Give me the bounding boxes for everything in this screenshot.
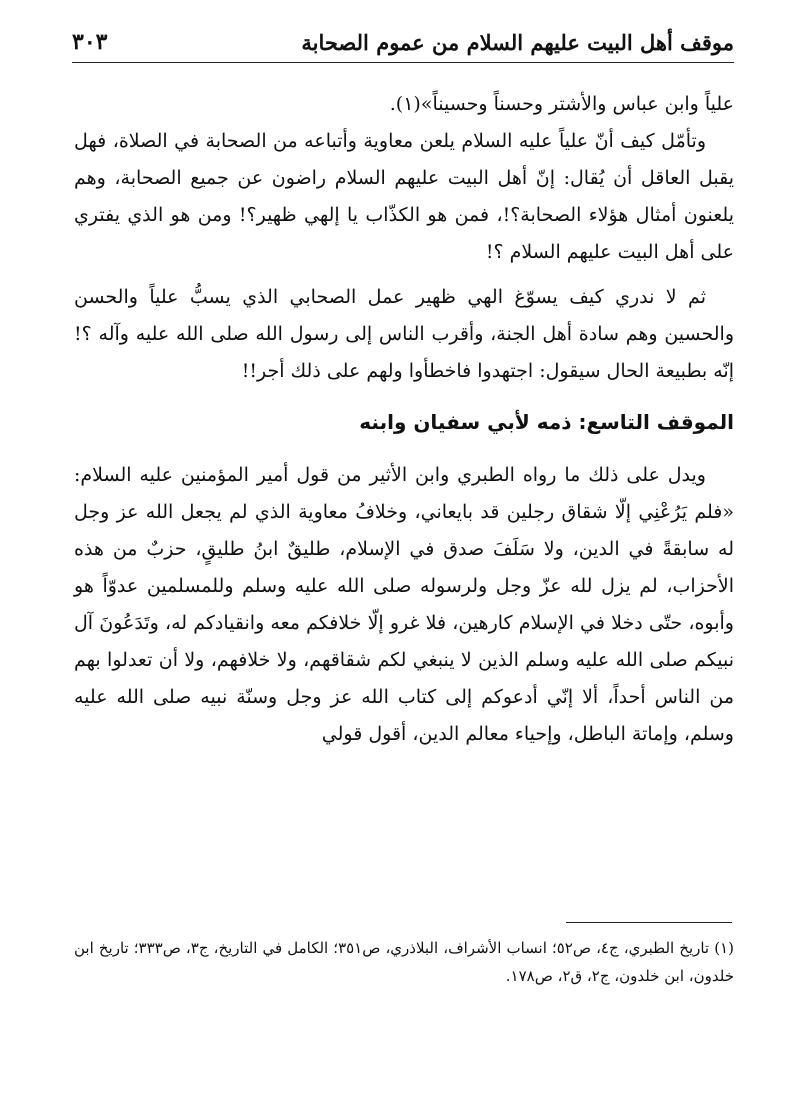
section-heading: الموقف التاسع: ذمه لأبي سفيان وابنه (359, 410, 734, 434)
running-title: موقف أهل البيت عليهم السلام من عموم الصحابة (301, 29, 734, 55)
page-number: ٣٠٣ (72, 29, 108, 55)
running-header (72, 22, 734, 63)
paragraph-question: ثم لا ندري كيف يسوّغ الهي ظهير عمل الصحابي الذي يسبُّ علياً والحسن والحسين وهم سادة أهل الجنة، وأقرب الناس إلى رسول الله صلى الله عليه وآله ؟! إنّه بطبيعة الحال سيقول: اجتهدوا فاخطأوا ولهم على ذلك أجر!! (74, 286, 734, 382)
paragraph-quote-end: علياً وابن عباس والأشتر وحسناً وحسيناً»(١). (389, 93, 734, 115)
main-text (74, 86, 734, 753)
footnote-1: (١) تاريخ الطبري، ج٤، ص٥٢؛ انساب الأشراف، البلاذري، ص٣٥١؛ الكامل في التاريخ، ج٣، ص٣٣٣؛ تاريخ ابن خلدون، ابن خلدون، ج٢، ق٢، ص١٧٨. (74, 939, 734, 985)
footnotes (74, 934, 734, 990)
footnote-divider (566, 922, 732, 923)
paragraph-evidence: ويدل على ذلك ما رواه الطبري وابن الأثير من قول أمير المؤمنين عليه السلام: «فلم يَرُعْنِي إلّا شقاق رجلين قد بايعاني، وخلافُ معاوية الذي لم يجعل الله عز وجل له سابقةً في الدين، ولا سَلَفَ صدق في الإسلام، طليقٌ ابنُ طليقٍ، حزبٌ من هذه الأحزاب، لم يزل لله عزّ وجل ولرسوله صلى الله عليه وسلم وللمسلمين عدوّاً هو وأبوه، حتّى دخلا في الإسلام كارهين، فلا غرو إلّا خلافكم معه وانقيادكم له، وتَدَعُونَ آل نبيكم صلى الله عليه وسلم الذين لا ينبغي لكم شقاقهم، ولا خلافهم، ولا أن تعدلوا بهم من الناس أحداً، ألا إنّي أدعوكم إلى كتاب الله عز وجل وسنّة نبيه صلى الله عليه وسلم، وإماتة الباطل، وإحياء معالم الدين، أقول قولي (74, 464, 734, 745)
paragraph-reflection: وتأمّل كيف أنّ علياً عليه السلام يلعن معاوية وأتباعه من الصحابة في الصلاة، فهل يقبل العاقل أن يُقال: إنّ أهل البيت عليهم السلام راضون عن جميع الصحابة، وهم يلعنون أمثال هؤلاء الصحابة؟!، فمن هو الكذّاب يا إلهي ظهير؟! ومن هو الذي يفتري على أهل البيت عليهم السلام ؟! (74, 130, 734, 263)
